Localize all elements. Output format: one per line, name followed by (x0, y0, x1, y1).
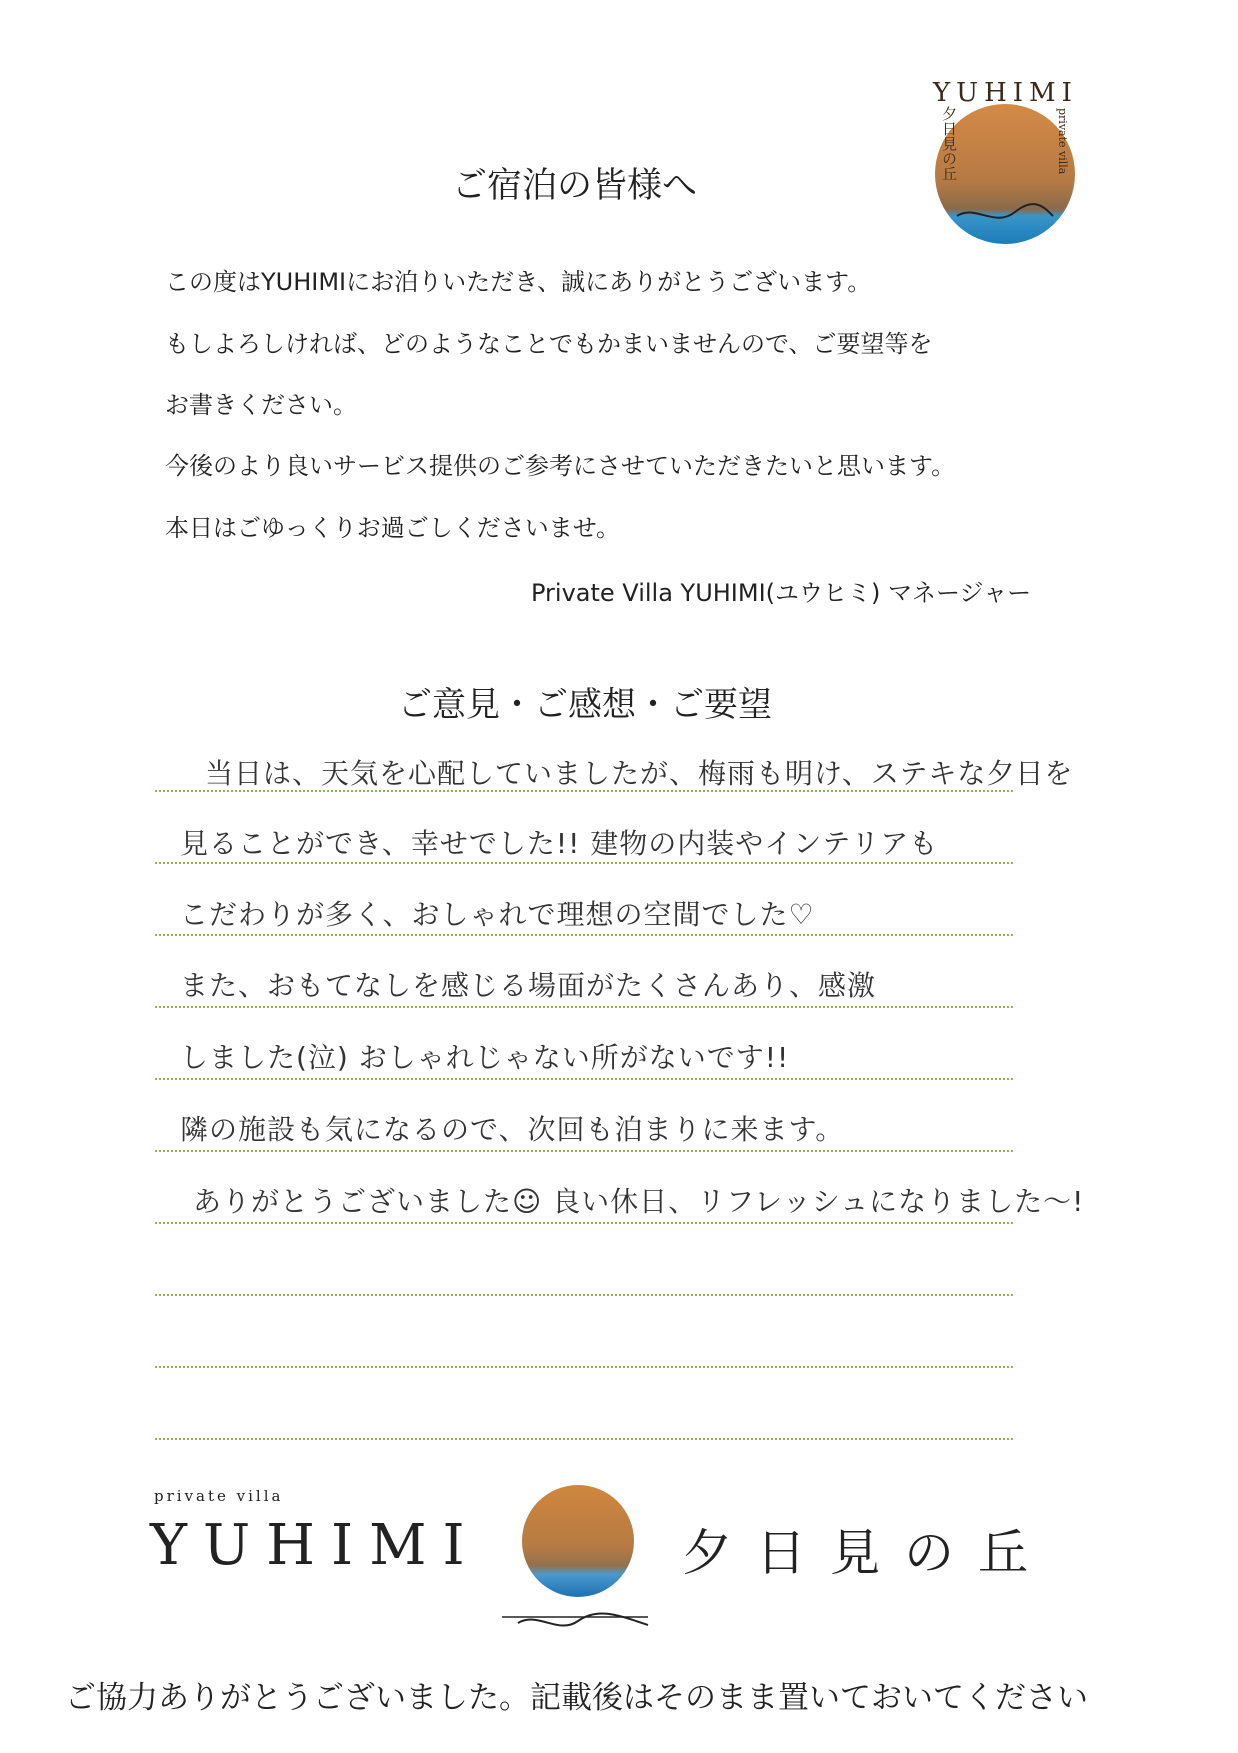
section-subtitle: ご意見・ご感想・ご要望 (398, 685, 772, 725)
handwritten-line: こだわりが多く、おしゃれで理想の空間でした♡ (180, 898, 815, 931)
intro-line: 今後のより良いサービス提供のご参考にさせていただきたいと思います。 (165, 452, 956, 480)
handwritten-line: しました(泣) おしゃれじゃない所がないです!! (180, 1041, 790, 1074)
top-logo-vertical-sub: private villa (1056, 108, 1069, 175)
ruled-line (155, 1222, 1013, 1224)
handwritten-line: 当日は、天気を心配していましたが、梅雨も明け、ステキな夕日を (205, 757, 1074, 790)
ruled-line (155, 1366, 1013, 1368)
ruled-line (155, 1294, 1013, 1296)
footer-sunset-disc-icon (522, 1485, 634, 1597)
handwritten-line: 見ることができ、幸せでした!! 建物の内装やインテリアも (180, 827, 939, 860)
handwritten-line: また、おもてなしを感じる場面がたくさんあり、感激 (180, 969, 877, 1002)
signature: Private Villa YUHIMI(ユウヒミ) マネージャー (531, 579, 1032, 607)
ruled-line (155, 1078, 1013, 1080)
ruled-line (155, 862, 1013, 864)
wave-signature-icon (955, 198, 1055, 228)
intro-line: 本日はごゆっくりお過ごしくださいませ。 (165, 514, 621, 542)
intro-line: お書きください。 (165, 391, 357, 419)
footer-logo-brand: YUHIMI (150, 1513, 481, 1578)
intro-line: この度はYUHIMIにお泊りいただき、誠にありがとうございます。 (165, 268, 872, 296)
top-logo-vertical-text: 夕日見の丘 (940, 106, 958, 181)
handwritten-line: 隣の施設も気になるので、次回も泊まりに来ます。 (180, 1113, 845, 1146)
ruled-line (155, 1006, 1013, 1008)
ruled-line (155, 790, 1013, 792)
footer-logo (150, 1485, 1110, 1635)
footer-logo-japanese: 夕日見の丘 (682, 1524, 1052, 1582)
footer-wave-icon (498, 1603, 658, 1637)
handwritten-line: ありがとうございました☺ 良い休日、リフレッシュになりました〜! (193, 1185, 1085, 1218)
ruled-line (155, 1438, 1013, 1440)
closing-note: ご協力ありがとうございました。記載後はそのまま置いておいてください (65, 1680, 1088, 1716)
top-logo (925, 78, 1085, 238)
top-logo-brand: YUHIMI (933, 78, 1078, 108)
intro-line: もしよろしければ、どのようなことでもかまいませんので、ご要望等を (165, 330, 933, 358)
page-title: ご宿泊の皆様へ (452, 166, 698, 206)
ruled-line (155, 1150, 1013, 1152)
footer-logo-small-text: private villa (154, 1487, 284, 1505)
ruled-line (155, 934, 1013, 936)
